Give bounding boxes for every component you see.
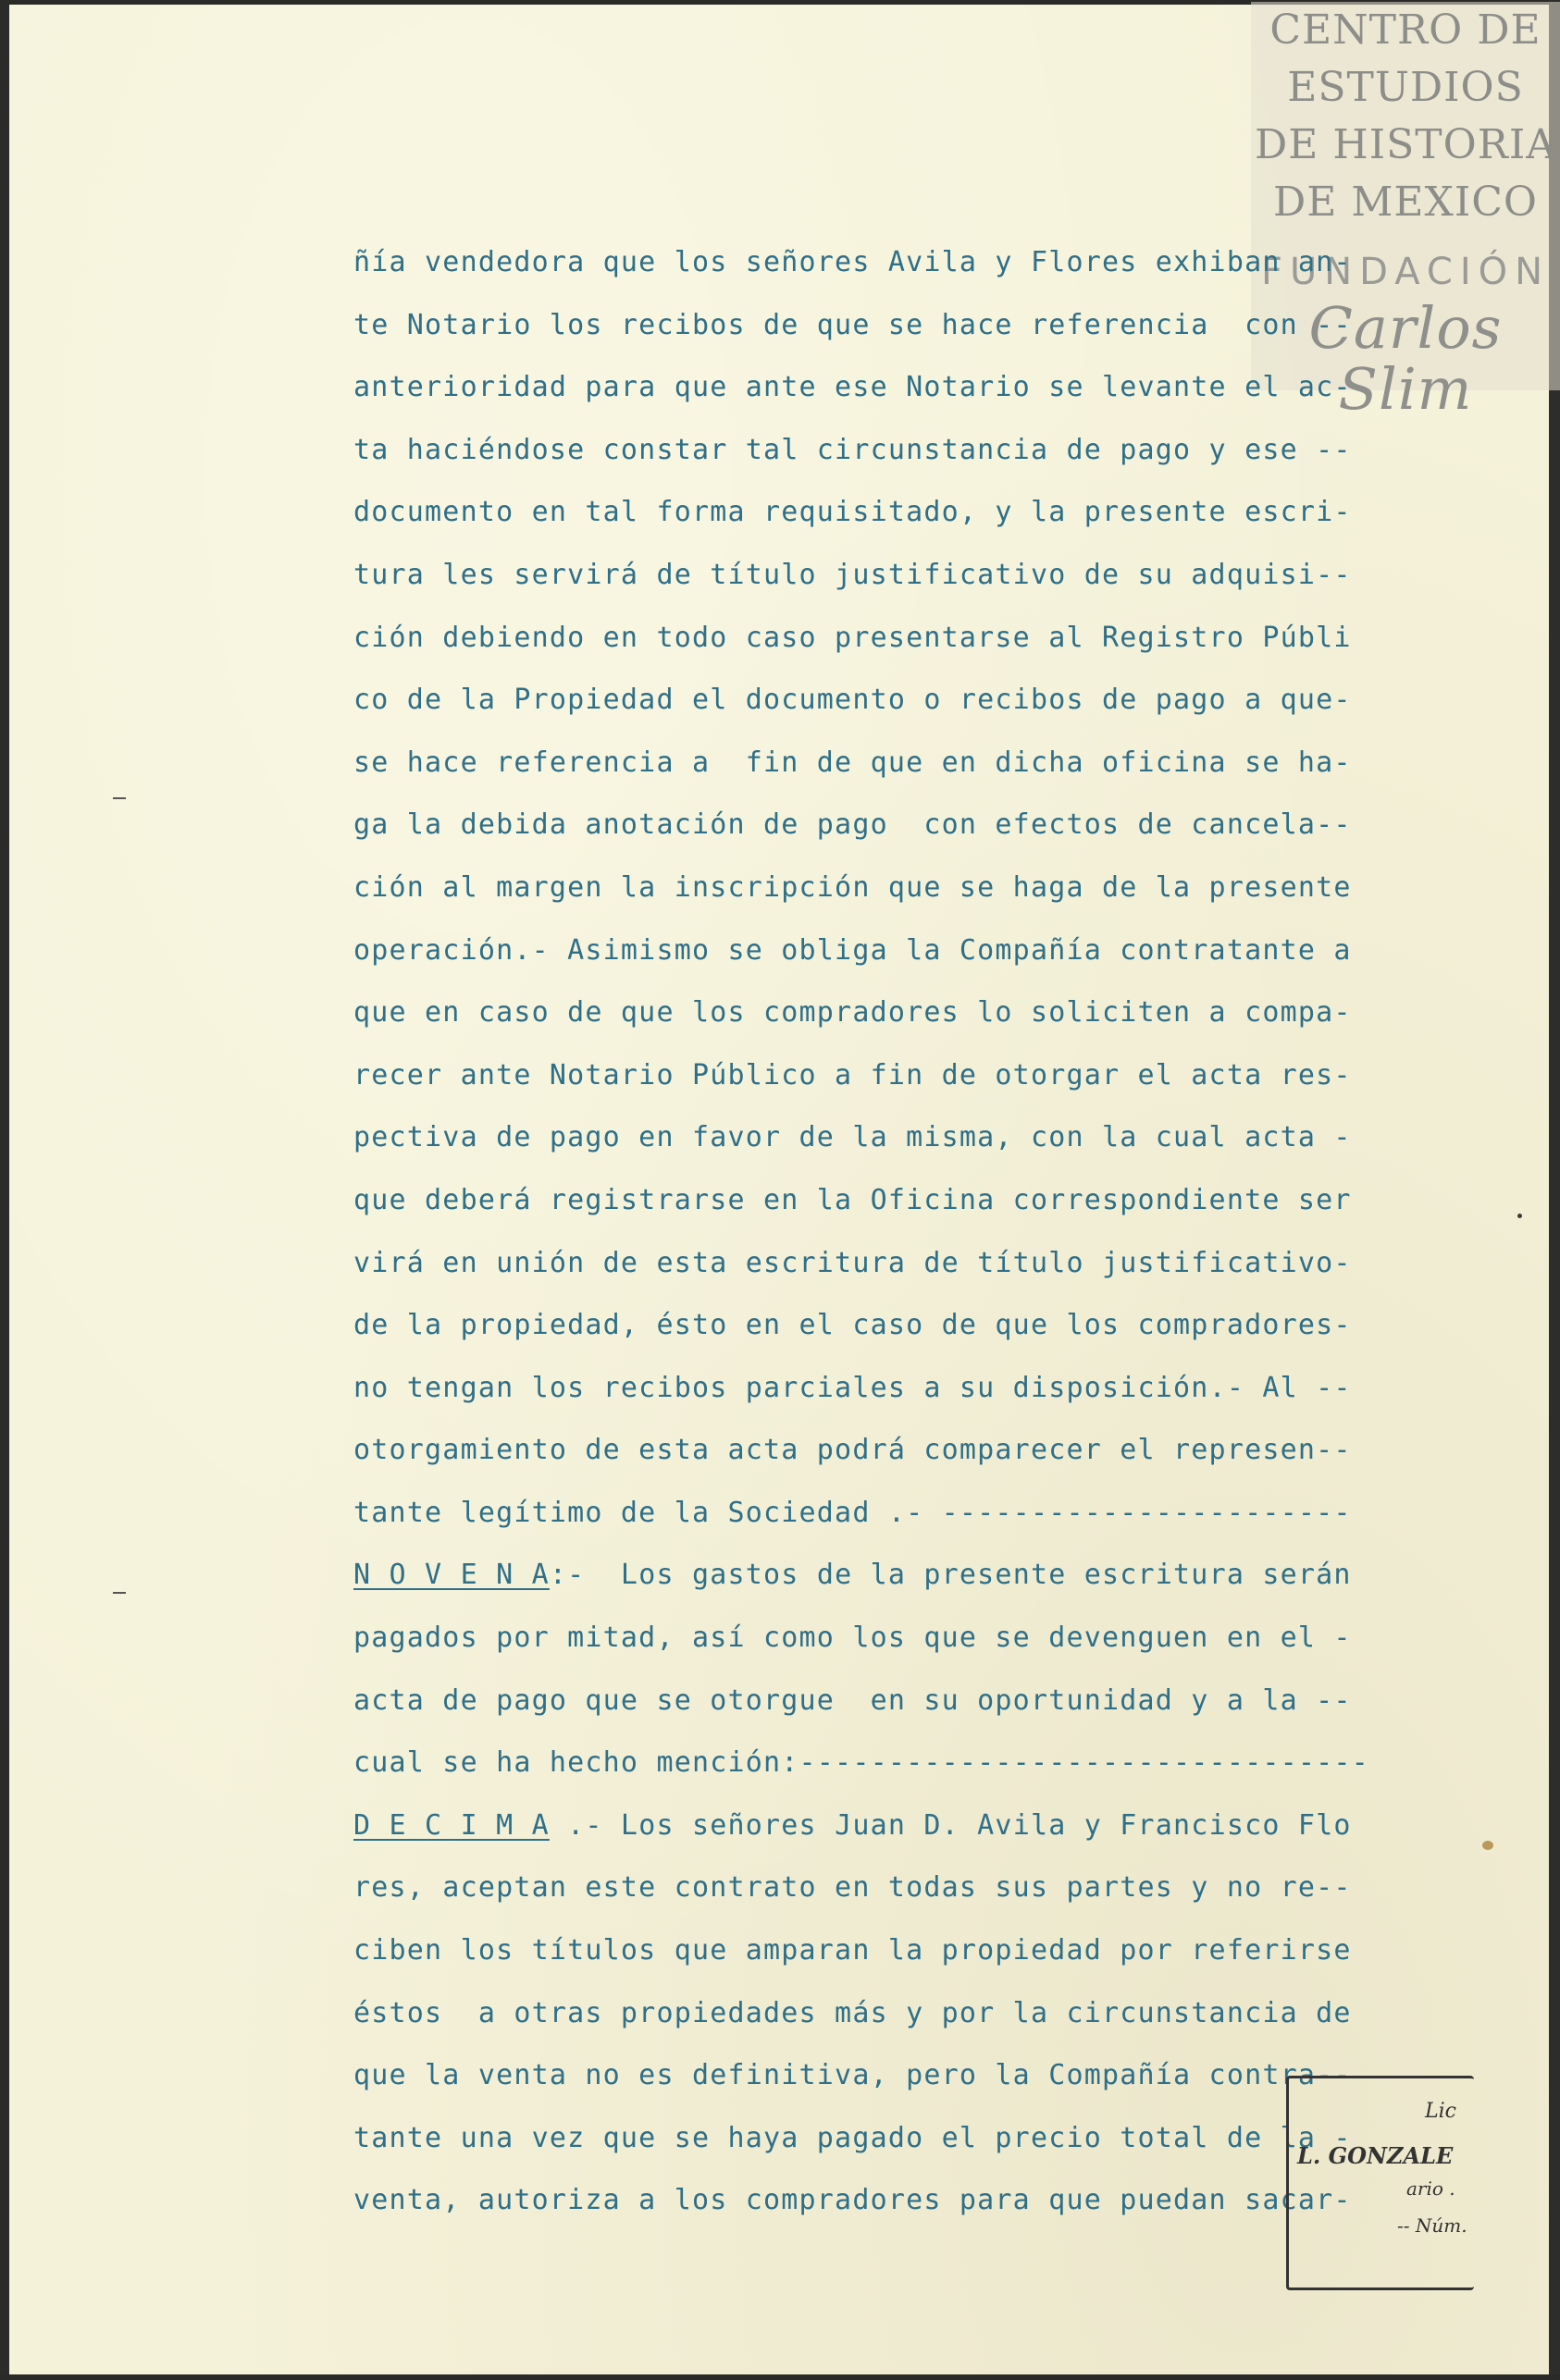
- watermark-line: DE MEXICO: [1273, 179, 1538, 226]
- clause-novena: N O V E N A:- Los gastos de la presente escritura serán: [353, 1555, 1399, 1618]
- clause-decima: D E C I M A .- Los señores Juan D. Avila y Francisco Flo: [353, 1806, 1399, 1868]
- text-line: ción al margen la inscripción que se haga de la presente: [353, 870, 1352, 904]
- stamp-text: L. GONZALE: [1297, 2142, 1454, 2169]
- text-line: ñía vendedora que los señores Avila y Flores exhiban an-: [353, 246, 1352, 278]
- text-line: pagados por mitad, así como los que se devenguen en el -: [353, 1622, 1352, 1655]
- scan-border-left: [0, 0, 9, 2380]
- text-line: te Notario los recibos de que se hace referencia con --: [353, 308, 1352, 341]
- margin-tick: [113, 1592, 126, 1594]
- text-line: ciben los títulos que amparan la propiedad por referirse: [353, 1934, 1352, 1967]
- text-line: tante legítimo de la Sociedad .- -----------------------: [353, 1496, 1352, 1529]
- watermark-signature: Carlos Slim: [1308, 294, 1503, 423]
- watermark-line: DE HISTORIA: [1255, 121, 1556, 168]
- text-line: otorgamiento de esta acta podrá comparecer el represen--: [353, 1434, 1352, 1467]
- clause-heading: N O V E N A: [353, 1559, 550, 1592]
- notary-stamp: [1286, 2076, 1560, 2294]
- text-line: virá en unión de esta escritura de título justificativo-: [353, 1246, 1352, 1279]
- clause-heading: D E C I M A: [353, 1808, 550, 1842]
- text-line: que deberá registrarse en la Oficina correspondiente ser: [353, 1183, 1352, 1216]
- stamp-text: ario .: [1406, 2177, 1455, 2200]
- text-line: ta haciéndose constar tal circunstancia de pago y ese --: [353, 433, 1352, 466]
- text-line: ción debiendo en todo caso presentarse al Registro Públi: [353, 621, 1352, 654]
- document-body: [353, 242, 1399, 2243]
- watermark-line: ESTUDIOS: [1287, 64, 1524, 111]
- ink-speck: [1482, 1841, 1493, 1850]
- text-line: se hace referencia a fin de que en dicha oficina se ha-: [353, 746, 1352, 779]
- text-line: pectiva de pago en favor de la misma, con la cual acta -: [353, 1121, 1352, 1154]
- text-line: que la venta no es definitiva, pero la Compañía contra--: [353, 2059, 1352, 2092]
- margin-tick: [113, 797, 126, 799]
- text-line: que en caso de que los compradores lo soliciten a compa-: [353, 996, 1352, 1030]
- text-line: documento en tal forma requisitado, y la presente escri-: [353, 496, 1352, 529]
- text-line: no tengan los recibos parciales a su disposición.- Al --: [353, 1371, 1352, 1404]
- text-line: tante una vez que se haya pagado el precio total de la -: [353, 2121, 1352, 2154]
- watermark-line: CENTRO DE: [1269, 6, 1541, 54]
- watermark-foundation: FUNDACIÓN: [1260, 251, 1551, 293]
- text-line: venta, autoriza a los compradores para que puedan sacar-: [353, 2184, 1352, 2217]
- scan-border-bottom: [0, 2374, 1560, 2380]
- text-line: recer ante Notario Público a fin de otorgar el acta res-: [353, 1058, 1352, 1091]
- text-line: éstos a otras propiedades más y por la circunstancia de: [353, 1996, 1352, 2029]
- stamp-text: -- Núm.: [1397, 2214, 1467, 2237]
- text-line: cual se ha hecho mención:--------------------------------: [353, 1746, 1369, 1780]
- stamp-text: Lic: [1425, 2100, 1456, 2123]
- text-line: de la propiedad, ésto en el caso de que los compradores-: [353, 1309, 1352, 1342]
- text-line: operación.- Asimismo se obliga la Compañía contratante a: [353, 933, 1352, 967]
- text-line: ga la debida anotación de pago con efectos de cancela--: [353, 808, 1352, 842]
- text-line: acta de pago que se otorgue en su oportunidad y a la --: [353, 1683, 1352, 1717]
- text-line: res, aceptan este contrato en todas sus partes y no re--: [353, 1871, 1352, 1905]
- ink-speck: [1517, 1214, 1522, 1218]
- text-line: anterioridad para que ante ese Notario se levante el ac-: [353, 371, 1352, 404]
- text-line: tura les servirá de título justificativo de su adquisi--: [353, 558, 1352, 591]
- text-line: co de la Propiedad el documento o recibos de pago a que-: [353, 684, 1352, 717]
